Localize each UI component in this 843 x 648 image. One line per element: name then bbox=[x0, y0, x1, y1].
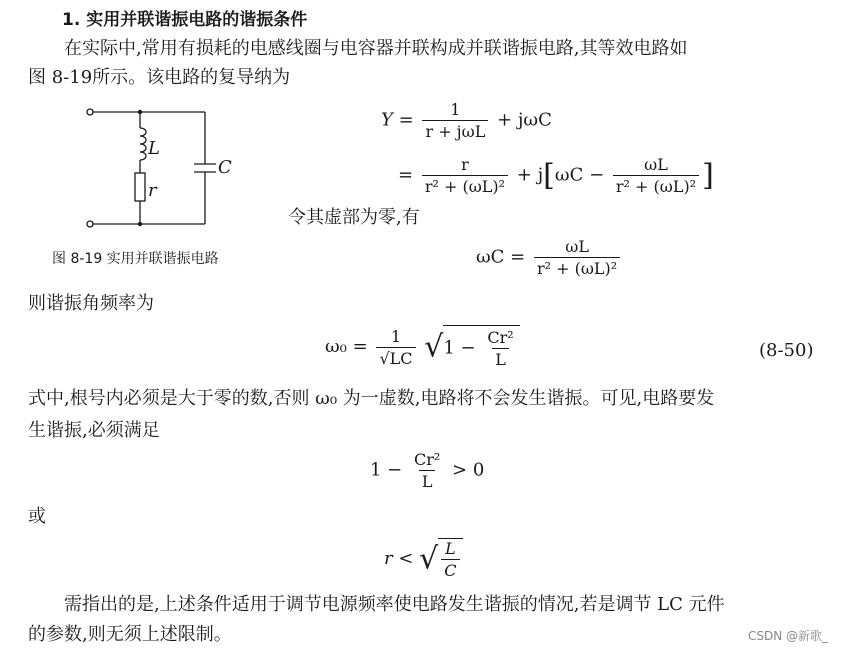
equation-y-line-2: = $\frac{r}{\text{r² + (ωL)²}}$ + j[ωC − $\frac{\omega L}{\text{r² + (ωL)²}}$ ] bbox=[398, 155, 714, 196]
inequality-1: 1 − $\frac{\text{Cr²}}{L}$ > 0 bbox=[370, 450, 485, 491]
equation-number: (8-50) bbox=[759, 340, 814, 361]
paragraph-3-line-1: 需指出的是,上述条件适用于调节电源频率使电路发生谐振的情况,若是调节 LC 元件 bbox=[64, 594, 725, 615]
label-r: r bbox=[148, 180, 157, 201]
resistor bbox=[135, 173, 145, 201]
equation-omega0: ω₀ = $\frac{1}{√LC}$ √1 − $\frac{\text{Cr²}}{L}$ bbox=[325, 325, 520, 369]
terminal-top bbox=[87, 109, 93, 115]
equation-y-line-1: Y = $\frac{1}{\text{r + jωL}}$ + jωC bbox=[381, 100, 552, 141]
heading-title: 实用并联谐振电路的谐振条件 bbox=[86, 10, 308, 30]
section-heading bbox=[62, 5, 307, 30]
paragraph-2-line-1: 式中,根号内必须是大于零的数,否则 ω₀ 为一虚数,电路将不会发生谐振。可见,电路要发 bbox=[28, 388, 715, 409]
heading-number: 1. bbox=[62, 10, 81, 30]
paragraph-2-line-2: 生谐振,必须满足 bbox=[28, 420, 160, 441]
label-L: L bbox=[148, 138, 160, 159]
terminal-bottom bbox=[87, 221, 93, 227]
csdn-watermark: CSDN @新歌_ bbox=[748, 629, 829, 643]
paragraph-3-line-2: 的参数,则无须上述限制。 bbox=[28, 624, 232, 645]
paragraph-1-line-2: 图 8-19所示。该电路的复导纳为 bbox=[28, 67, 291, 88]
label-C: C bbox=[218, 157, 232, 178]
figure-caption: 图 8-19 实用并联谐振电路 bbox=[52, 251, 219, 267]
or-text: 或 bbox=[28, 506, 46, 527]
equation-resonance: ωC = $\frac{\omega L}{\text{r² + (ωL)²}}$ bbox=[476, 237, 623, 278]
inductor-coil bbox=[140, 128, 146, 160]
inequality-2: r < √ $\frac{L}{C}$ bbox=[384, 538, 463, 580]
zero-imag-text: 令其虚部为零,有 bbox=[288, 207, 420, 228]
paragraph-1-line-1: 在实际中,常用有损耗的电感线圈与电容器并联构成并联谐振电路,其等效电路如 bbox=[64, 38, 688, 59]
freq-intro: 则谐振角频率为 bbox=[28, 293, 154, 314]
